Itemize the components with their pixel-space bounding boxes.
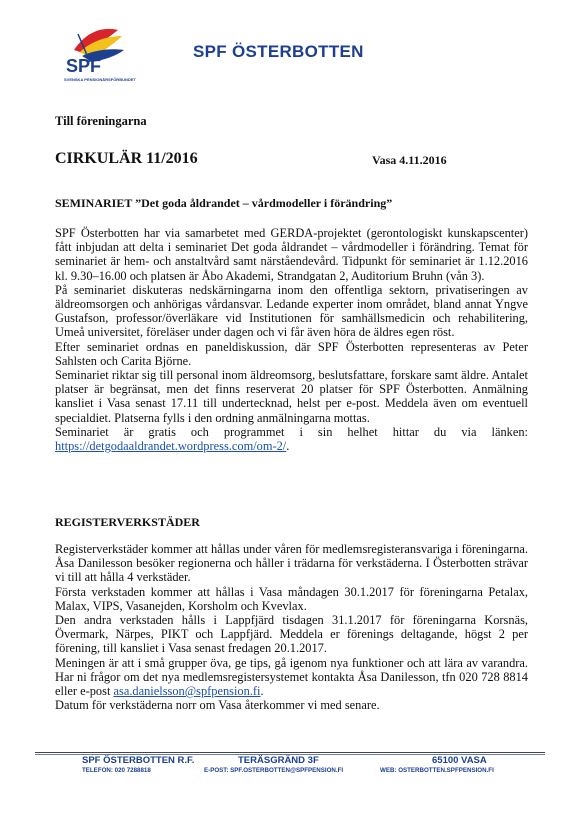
register-contact-paragraph [55,656,528,699]
spf-logo [56,24,136,90]
register-paragraph: Den andra verkstaden hålls i Lappfjärd tisdagen 31.1.2017 för föreningarna Korsnäs, Övermark, Närpes, PIKT och Lappfjärd. Meddela er förenings deltagande, högst 2 per förening, till kansliet i Vasa senast fredagen 20.1.2017. [55,613,528,656]
register-closing: Datum för verkstäderna norr om Vasa återkommer vi med senare. [55,698,380,713]
footer-web: WEB: OSTERBOTTEN.SPFPENSION.FI [380,767,494,774]
register-paragraph: Första verkstaden kommer att hållas i Vasa måndagen 30.1.2017 för föreningarna Petalax, Malax, VIPS, Vasanejden, Korsholm och Kvevlax. [55,584,528,613]
contact-email-link[interactable]: asa.danielsson@spfpension.fi [113,684,261,699]
register-paragraph: Registerverkstäder kommer att hållas under våren för medlemsregisteransvariga i föreningarna. Åsa Danilesson besöker regionerna och håller i trädarna för verkstäderna. I Österbotten strävar vi till att hålla 4 verkstäder. [55,542,528,585]
footer-city: 65100 VASA [432,755,487,766]
seminar-paragraph: Seminariet riktar sig till personal inom äldreomsorg, beslutsfattare, forskare samt äldre. Antalet platser är begränsat, men det finns reserverat 20 platser för SPF Österbotten. Anmälning kansliet i Vasa senast 17.11 till undertecknad, helst per e-post. Meddela även om eventuell specialdiet. Platserna fylls i den ordning anmälningarna mottas. [55,368,528,425]
footer [0,755,575,781]
seminar-body [55,226,528,453]
register-heading: REGISTERVERKSTÄDER [55,515,200,529]
seminar-paragraph: SPF Österbotten har via samarbetet med GERDA-projektet (gerontologiskt kunskapscenter) fått inbjudan att delta i seminariet Det goda åldrandet – vårdmodeller i förändring. Temat för seminariet är hem- och anstaltvård samt närståendevård. Tidpunkt för seminariet är 1.12.2016 kl. 9.30–16.00 och platsen är Åbo Akademi, Strandgatan 2, Auditorium Bruhn (vån 3). [55,226,528,283]
footer-col-org [82,755,194,774]
register-body [55,542,528,712]
seminar-program-link[interactable]: https://detgodaaldrandet.wordpress.com/om-2/ [55,439,287,454]
seminar-heading: SEMINARIET ”Det goda åldrandet – vårdmodeller i förändring” [55,196,393,210]
footer-email: E-POST: SPF.OSTERBOTTEN@SPFPENSION.FI [204,767,344,774]
footer-org: SPF ÖSTERBOTTEN R.F. [82,755,195,766]
logo-subtext: SVENSKA PENSIONÄRSFÖRBUNDET [64,77,136,82]
register-contact-after: . [260,684,264,699]
seminar-link-after: . [286,439,290,454]
recipient-line: Till föreningarna [55,114,147,128]
footer-col-city [380,755,494,774]
seminar-link-intro: Seminariet är gratis och programmet i sin helhet hittar du via länken: [55,424,528,439]
seminar-paragraph: På seminariet diskuteras nedskärningarna inom den offentliga sektorn, privatiseringen av äldreomsorgen och anhörigas vårdansvar. Ledande experter inom området, bland annat Yngve Gustafson, professor/överläkare vid Institutionen för samhällsmedicin och rehabilitering, Umeå universitet, föreläser under dagen och vi får även höra de äldres egen röst. [55,282,528,340]
register-contact-text: Meningen är att i små grupper öva, ge tips, gå igenom nya funktioner och att lära av varandra. Har ni frågor om det nya medlemsregistersystemet kontakta Åsa Danilesson, tfn 020 728 8814 eller e-post [55,655,528,699]
brand-title: SPF ÖSTERBOTTEN [193,42,364,61]
logo-text: SPF [66,56,102,76]
circular-date: Vasa 4.11.2016 [372,153,447,167]
footer-col-address [204,755,343,774]
circular-title: CIRKULÄR 11/2016 [55,150,198,167]
footer-divider [35,752,545,753]
footer-street: TERÄSGRÄND 3F [238,755,319,766]
seminar-paragraph: Efter seminariet ordnas en paneldiskussion, där SPF Österbotten representeras av Peter Sahlsten och Carita Björne. [55,339,528,368]
seminar-link-paragraph [55,425,528,453]
footer-phone: TELEFON: 020 7288818 [82,767,151,774]
